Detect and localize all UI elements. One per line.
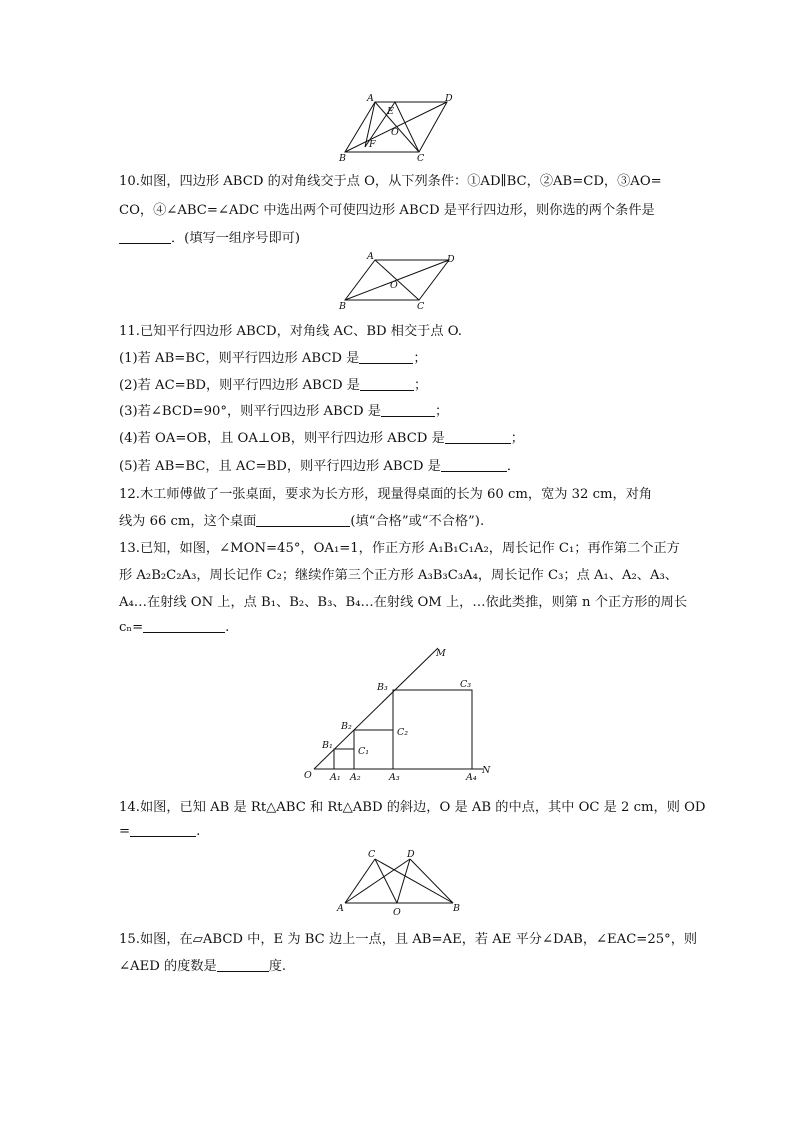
q10-line3 (119, 227, 300, 246)
q11-item-3-text: (3)若∠BCD=90°，则平行四边形 ABCD 是 (119, 404, 381, 419)
label-m: M (436, 648, 446, 659)
q13-line1: 13.已知，如图，∠MON=45°，OA₁=1，作正方形 A₁B₁C₁A₂，周长记作 C₁；再作第二个正方 (119, 541, 680, 556)
q13-line2: 形 A₂B₂C₂A₃，周长记作 C₂；继续作第三个正方形 A₃B₃C₃A₄，周长记作 C₃；点 A₁、A₂、A₃、 (119, 568, 678, 583)
answer-blank[interactable] (381, 402, 435, 417)
label-a2: A₂ (350, 772, 361, 782)
q14-line2-text: = (119, 824, 131, 839)
label-d: D (407, 849, 415, 860)
label-o: O (393, 907, 401, 917)
label-a: A (367, 93, 374, 104)
label-a3: A₃ (389, 772, 400, 782)
label-a1: A₁ (330, 772, 341, 782)
q11-item-4-end: ； (510, 431, 524, 446)
answer-blank[interactable] (441, 457, 507, 472)
label-a: A (337, 903, 344, 914)
label-b: B (339, 153, 346, 164)
label-c1: C₁ (358, 746, 370, 757)
label-d: D (445, 93, 453, 104)
q15-line2-text: ∠AED 的度数是 (119, 959, 217, 974)
answer-blank[interactable] (217, 957, 269, 972)
label-c: C (417, 301, 425, 312)
label-a4: A₄ (466, 772, 477, 782)
q11-intro: 11.已知平行四边形 ABCD，对角线 AC、BD 相交于点 O. (119, 324, 462, 339)
label-o: O (304, 770, 312, 781)
label-a: A (367, 251, 374, 262)
label-b3: B₃ (377, 682, 388, 693)
answer-blank[interactable] (130, 822, 196, 837)
q11-item-5 (119, 455, 520, 474)
q12-line2 (119, 510, 484, 529)
answer-blank[interactable] (256, 512, 350, 527)
label-c: C (368, 849, 376, 860)
q15-line2-end: 度. (268, 959, 287, 974)
answer-blank[interactable] (359, 349, 413, 364)
figure-nested-squares (298, 642, 498, 782)
q15-line2 (119, 955, 286, 974)
q15-line1: 15.如图，在▱ABCD 中，E 为 BC 边上一点，且 AB=AE，若 AE 平分∠DAB，∠EAC=25°，则 (119, 932, 698, 947)
q11-item-2 (119, 374, 427, 393)
label-c3: C₃ (460, 679, 472, 690)
q10-line3-text: ．(填写一组序号即可) (171, 231, 300, 246)
answer-blank[interactable] (360, 376, 414, 391)
label-b: B (339, 301, 346, 312)
label-d: D (447, 254, 455, 265)
q12-line2-text: 线为 66 cm，这个桌面 (119, 514, 257, 529)
label-o: O (390, 280, 398, 291)
q12-line2-end: (填“合格”或“不合格”). (350, 514, 485, 529)
q11-item-1-end: ； (413, 351, 427, 366)
label-c2: C₂ (397, 727, 409, 738)
q14-line2 (119, 822, 200, 839)
answer-blank[interactable] (119, 229, 171, 244)
label-n: N (482, 765, 491, 776)
q11-item-2-end: ； (414, 378, 428, 393)
label-f: F (369, 139, 376, 150)
q10-line1: 10.如图，四边形 ABCD 的对角线交于点 O，从下列条件：①AD∥BC，②AB=CD，③AO= (119, 174, 662, 189)
q11-item-5-end: ． (506, 459, 521, 474)
label-e: E (387, 106, 394, 117)
label-b1: B₁ (322, 740, 333, 751)
figure-right-triangles (335, 845, 463, 917)
label-c: C (417, 153, 425, 164)
q11-item-4-text: (4)若 OA=OB，且 OA⊥OB，则平行四边形 ABCD 是 (119, 431, 445, 446)
q11-item-1 (119, 347, 427, 366)
q14-line2-end: . (196, 824, 201, 839)
q11-item-3-end: ； (434, 404, 449, 419)
figure-parallelogram-efo (335, 92, 465, 167)
q11-item-2-text: (2)若 AC=BD，则平行四边形 ABCD 是 (119, 378, 360, 393)
q11-item-5-text: (5)若 AB=BC，且 AC=BD，则平行四边形 ABCD 是 (119, 459, 441, 474)
label-o: O (391, 127, 399, 138)
q13-line4-end: . (225, 620, 230, 635)
answer-blank[interactable] (445, 429, 511, 444)
q13-line4-text: cₙ= (119, 620, 144, 635)
q14-line1: 14.如图，已知 AB 是 Rt△ABC 和 Rt△ABD 的斜边，O 是 AB 的中点，其中 OC 是 2 cm，则 OD (119, 800, 706, 815)
label-b2: B₂ (341, 721, 352, 732)
q10-line2: CO，④∠ABC=∠ADC 中选出两个可使四边形 ABCD 是平行四边形，则你选的两个条件是 (119, 203, 655, 218)
q11-item-3 (119, 400, 448, 419)
q13-line4 (119, 618, 229, 635)
answer-blank[interactable] (143, 618, 225, 633)
q13-line3: A₄…在射线 ON 上，点 B₁、B₂、B₃、B₄…在射线 OM 上，…依此类推，则第 n 个正方形的周长 (119, 595, 688, 610)
q11-item-4 (119, 427, 524, 446)
q12-line1: 12.木工师傅做了一张桌面，要求为长方形，现量得桌面的长为 60 cm，宽为 32 cm，对角 (119, 487, 653, 502)
q11-item-1-text: (1)若 AB=BC，则平行四边形 ABCD 是 (119, 351, 360, 366)
label-b: B (453, 903, 460, 914)
figure-parallelogram-abcd (335, 250, 465, 312)
